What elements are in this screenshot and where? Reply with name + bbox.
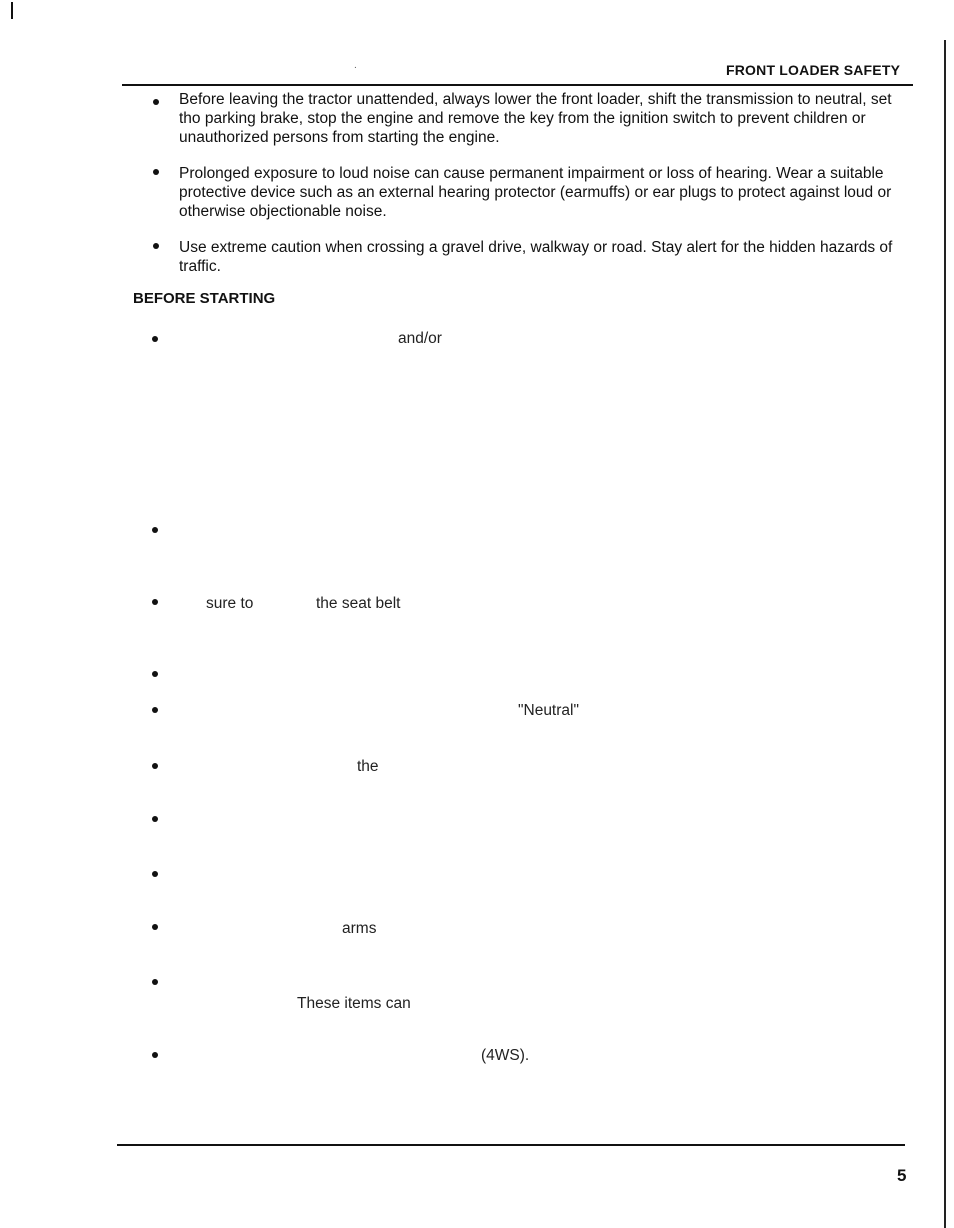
bullet-dot <box>153 243 159 249</box>
bullet-dot <box>152 871 158 877</box>
bullet-dot <box>152 707 158 713</box>
text-fragment: (4WS). <box>481 1047 530 1064</box>
text-fragment: These items can <box>297 995 411 1012</box>
bullet-dot <box>152 763 158 769</box>
page-number: 5 <box>897 1166 907 1185</box>
margin-mark <box>11 2 13 19</box>
binding-edge-rule <box>944 40 946 1228</box>
bullet-dot <box>152 527 158 533</box>
text-fragment: the <box>357 758 379 775</box>
bullet-dot <box>152 979 158 985</box>
header-rule <box>122 84 913 86</box>
bullet-dot <box>152 336 158 342</box>
footer-rule <box>117 1144 905 1146</box>
safety-paragraph-unattended: Before leaving the tractor unattended, always lower the front loader, shift the transmission to neutral, set tho parking brake, stop the engine and remove the key from the ignition switch to prevent children or unauthorized persons from starting the engine. <box>179 91 892 146</box>
bullet-dot <box>152 599 158 605</box>
page-header-title: FRONT LOADER SAFETY <box>726 62 901 78</box>
text-fragment: the seat belt <box>316 595 401 612</box>
text-fragment: sure to <box>206 595 254 612</box>
safety-paragraph-traffic: Use extreme caution when crossing a gravel drive, walkway or road. Stay alert for the hidden hazards of traffic. <box>179 239 893 275</box>
text-fragment: and/or <box>398 330 442 347</box>
bullet-dot <box>153 169 159 175</box>
header-dot: . <box>354 60 357 71</box>
bullet-dot <box>152 1052 158 1058</box>
bullet-dot <box>152 671 158 677</box>
text-fragment: "Neutral" <box>518 702 579 719</box>
text-fragment: arms <box>342 920 377 937</box>
safety-paragraph-noise: Prolonged exposure to loud noise can cause permanent impairment or loss of hearing. Wear a suitable protective device such as an external hearing protector (earmuffs) or ear plugs to protect against loud or otherwise objectionable noise. <box>179 165 892 220</box>
bullet-dot <box>153 99 159 105</box>
bullet-dot <box>152 924 158 930</box>
section-heading-before-starting: BEFORE STARTING <box>133 290 276 307</box>
bullet-dot <box>152 816 158 822</box>
